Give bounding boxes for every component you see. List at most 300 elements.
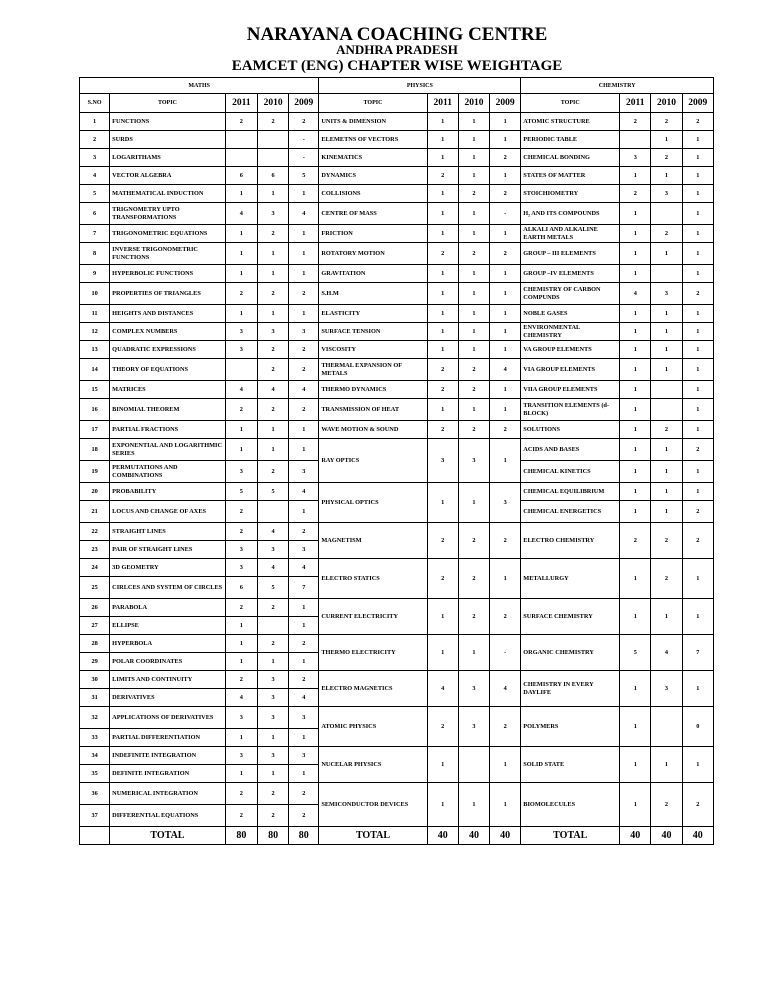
maths-value-cell: 3 <box>257 747 288 765</box>
maths-value-cell: 2 <box>225 283 257 305</box>
chemistry-value-cell: 1 <box>682 265 713 283</box>
maths-total-cell: 80 <box>257 827 288 845</box>
sno-cell: 2 <box>80 131 110 149</box>
chemistry-value-cell: 2 <box>651 225 682 243</box>
sno-cell: 11 <box>80 305 110 323</box>
table-row <box>80 599 714 617</box>
table-row <box>80 265 714 283</box>
page-title: NARAYANA COACHING CENTRE <box>246 24 548 45</box>
maths-value-cell: 3 <box>225 461 257 483</box>
chemistry-value-cell: 2 <box>620 185 651 203</box>
sno-cell: 4 <box>80 167 110 185</box>
physics-topic-cell: S.H.M <box>319 283 427 305</box>
maths-value-cell: 4 <box>225 203 257 225</box>
chemistry-value-cell: 1 <box>651 341 682 359</box>
maths-value-cell: 1 <box>257 439 288 461</box>
physics-value-cell: 1 <box>490 305 521 323</box>
chemistry-value-cell: 5 <box>620 635 651 671</box>
maths-value-cell: 1 <box>257 421 288 439</box>
maths-value-cell: 2 <box>289 283 319 305</box>
physics-value-cell: 2 <box>458 359 489 381</box>
chemistry-value-cell: 2 <box>651 421 682 439</box>
chemistry-value-cell: 1 <box>682 747 713 783</box>
physics-topic-cell: UNITS & DIMENSION <box>319 113 427 131</box>
physics-total-label: TOTAL <box>319 827 427 845</box>
maths-value-cell: 1 <box>225 765 257 783</box>
sno-cell: 3 <box>80 149 110 167</box>
physics-value-cell: 1 <box>490 131 521 149</box>
chemistry-topic-cell: ACIDS AND BASES <box>521 439 620 461</box>
year-2009-header: 2009 <box>289 94 319 113</box>
maths-topic-cell: DEFINITE INTEGRATION <box>110 765 226 783</box>
sno-cell: 33 <box>80 729 110 747</box>
chemistry-topic-cell: GROUP –IV ELEMENTS <box>521 265 620 283</box>
maths-topic-cell: PARTIAL FRACTIONS <box>110 421 226 439</box>
chemistry-topic-cell: SURFACE CHEMISTRY <box>521 599 620 635</box>
chemistry-value-cell: 2 <box>651 149 682 167</box>
physics-value-cell: 1 <box>458 167 489 185</box>
chemistry-value-cell: 1 <box>620 559 651 599</box>
physics-value-cell: - <box>490 203 521 225</box>
topic-header: TOPIC <box>319 94 427 113</box>
chemistry-value-cell: 1 <box>682 185 713 203</box>
maths-value-cell: 1 <box>225 225 257 243</box>
maths-value-cell: 1 <box>257 765 288 783</box>
weightage-subtitle: EAMCET (ENG) CHAPTER WISE WEIGHTAGE <box>231 58 563 74</box>
maths-value-cell: 2 <box>225 805 257 827</box>
physics-value-cell: 1 <box>427 113 458 131</box>
chemistry-total-cell: 40 <box>682 827 713 845</box>
maths-value-cell: 3 <box>225 341 257 359</box>
sno-cell: 7 <box>80 225 110 243</box>
topic-header: TOPIC <box>110 94 226 113</box>
maths-value-cell: 2 <box>289 805 319 827</box>
maths-value-cell: 5 <box>257 483 288 501</box>
sno-cell: 1 <box>80 113 110 131</box>
maths-value-cell: 7 <box>289 577 319 599</box>
physics-total-cell: 40 <box>458 827 489 845</box>
maths-topic-cell: SURDS <box>110 131 226 149</box>
physics-topic-cell: ROTATORY MOTION <box>319 243 427 265</box>
maths-topic-cell: TRIGNOMETRY UPTO TRANSFORMATIONS <box>110 203 226 225</box>
chemistry-topic-cell: VIA GROUP ELEMENTS <box>521 359 620 381</box>
maths-value-cell: 2 <box>225 113 257 131</box>
physics-value-cell: 3 <box>458 439 489 483</box>
chemistry-value-cell: 2 <box>682 439 713 461</box>
maths-value-cell: 2 <box>257 805 288 827</box>
chemistry-value-cell: 3 <box>651 185 682 203</box>
physics-topic-cell: CENTRE OF MASS <box>319 203 427 225</box>
chemistry-total-cell: 40 <box>620 827 651 845</box>
maths-value-cell: 3 <box>257 203 288 225</box>
chemistry-topic-cell: ALKALI AND ALKALINE EARTH METALS <box>521 225 620 243</box>
table-body <box>80 78 714 845</box>
physics-value-cell: 1 <box>490 381 521 399</box>
physics-topic-cell: KINEMATICS <box>319 149 427 167</box>
maths-value-cell: 1 <box>289 243 319 265</box>
maths-topic-cell: MATHEMATICAL INDUCTION <box>110 185 226 203</box>
chemistry-topic-cell: CHEMICAL EQUILIBRIUM <box>521 483 620 501</box>
physics-value-cell: 2 <box>490 599 521 635</box>
chemistry-topic-cell: ENVIRONMENTAL CHEMISTRY <box>521 323 620 341</box>
maths-total-cell: 80 <box>289 827 319 845</box>
year-2011-header: 2011 <box>427 94 458 113</box>
physics-value-cell: 2 <box>427 381 458 399</box>
maths-value-cell: 3 <box>225 323 257 341</box>
chemistry-value-cell: 4 <box>620 283 651 305</box>
chemistry-topic-cell: PERIODIC TABLE <box>521 131 620 149</box>
physics-topic-cell: VISCOSITY <box>319 341 427 359</box>
chemistry-value-cell: 7 <box>682 635 713 671</box>
chemistry-topic-cell: CHEMICAL ENERGETICS <box>521 501 620 523</box>
chemistry-value-cell <box>651 381 682 399</box>
maths-value-cell: 5 <box>257 577 288 599</box>
physics-value-cell: 1 <box>490 747 521 783</box>
physics-value-cell: 2 <box>458 523 489 559</box>
maths-value-cell: 1 <box>289 729 319 747</box>
physics-value-cell: 2 <box>458 559 489 599</box>
chemistry-topic-cell: ORGANIC CHEMISTRY <box>521 635 620 671</box>
physics-value-cell: 2 <box>427 559 458 599</box>
maths-topic-cell: HYPERBOLA <box>110 635 226 653</box>
physics-topic-cell: THERMO DYNAMICS <box>319 381 427 399</box>
maths-value-cell: 1 <box>289 421 319 439</box>
maths-value-cell: 4 <box>257 523 288 541</box>
maths-value-cell: 1 <box>289 617 319 635</box>
sno-cell: 15 <box>80 381 110 399</box>
chemistry-topic-cell: NOBLE GASES <box>521 305 620 323</box>
table-row <box>80 167 714 185</box>
chemistry-value-cell: 1 <box>651 167 682 185</box>
maths-value-cell: 5 <box>289 167 319 185</box>
table-row <box>80 131 714 149</box>
chemistry-value-cell: 1 <box>682 243 713 265</box>
maths-value-cell <box>257 501 288 523</box>
chemistry-topic-cell: CHEMISTRY IN EVERY DAYLIFE <box>521 671 620 707</box>
chemistry-topic-cell: SOLUTIONS <box>521 421 620 439</box>
maths-value-cell: 1 <box>289 225 319 243</box>
physics-topic-cell: MAGNETISM <box>319 523 427 559</box>
maths-value-cell: 4 <box>225 689 257 707</box>
sno-cell: 18 <box>80 439 110 461</box>
chemistry-value-cell: 1 <box>651 131 682 149</box>
chemistry-value-cell: 2 <box>651 783 682 827</box>
physics-value-cell: 1 <box>458 483 489 523</box>
chemistry-value-cell: 1 <box>651 323 682 341</box>
maths-topic-cell: 3D GEOMETRY <box>110 559 226 577</box>
section-header-row <box>80 78 714 94</box>
maths-topic-cell: DIFFERENTIAL EQUATIONS <box>110 805 226 827</box>
physics-value-cell: 2 <box>490 707 521 747</box>
maths-topic-cell: VECTOR ALGEBRA <box>110 167 226 185</box>
physics-value-cell: 2 <box>490 421 521 439</box>
sno-cell: 30 <box>80 671 110 689</box>
maths-value-cell: - <box>289 131 319 149</box>
maths-value-cell: 5 <box>225 483 257 501</box>
chemistry-topic-cell: VA GROUP ELEMENTS <box>521 341 620 359</box>
physics-value-cell: 2 <box>458 599 489 635</box>
chemistry-value-cell: 1 <box>651 439 682 461</box>
physics-value-cell: 1 <box>458 635 489 671</box>
table-row <box>80 483 714 501</box>
maths-topic-cell: NUMERICAL INTEGRATION <box>110 783 226 805</box>
maths-value-cell: 2 <box>225 671 257 689</box>
maths-value-cell: 2 <box>257 341 288 359</box>
physics-value-cell: 1 <box>427 265 458 283</box>
chemistry-value-cell: 0 <box>682 707 713 747</box>
year-2011-header: 2011 <box>225 94 257 113</box>
physics-topic-cell: DYNAMICS <box>319 167 427 185</box>
maths-value-cell: 2 <box>257 225 288 243</box>
sno-cell: 36 <box>80 783 110 805</box>
chemistry-value-cell: 1 <box>620 203 651 225</box>
maths-value-cell: 1 <box>289 305 319 323</box>
table-row <box>80 113 714 131</box>
physics-value-cell: 1 <box>458 305 489 323</box>
chemistry-value-cell <box>620 131 651 149</box>
physics-value-cell: 1 <box>427 305 458 323</box>
maths-value-cell: 2 <box>225 523 257 541</box>
physics-topic-cell: TRANSMISSION OF HEAT <box>319 399 427 421</box>
physics-topic-cell: SEMICONDUCTOR DEVICES <box>319 783 427 827</box>
physics-topic-cell: FRICTION <box>319 225 427 243</box>
chemistry-topic-cell: TRANSITION ELEMENTS (d-BLOCK) <box>521 399 620 421</box>
maths-value-cell: 2 <box>289 359 319 381</box>
physics-value-cell: 1 <box>490 439 521 483</box>
year-2010-header: 2010 <box>458 94 489 113</box>
table-row <box>80 381 714 399</box>
maths-value-cell: 1 <box>289 265 319 283</box>
table-row <box>80 523 714 541</box>
physics-value-cell: 1 <box>490 167 521 185</box>
sno-cell: 26 <box>80 599 110 617</box>
chemistry-value-cell: 1 <box>682 461 713 483</box>
physics-value-cell: 1 <box>458 225 489 243</box>
physics-topic-cell: SURFACE TENSION <box>319 323 427 341</box>
maths-value-cell: 1 <box>225 617 257 635</box>
maths-topic-cell: DERIVATIVES <box>110 689 226 707</box>
chemistry-topic-cell: GROUP – III ELEMENTS <box>521 243 620 265</box>
physics-value-cell: 3 <box>458 707 489 747</box>
physics-value-cell: 1 <box>490 283 521 305</box>
chemistry-topic-cell: CHEMICAL KINETICS <box>521 461 620 483</box>
maths-value-cell: 4 <box>257 381 288 399</box>
table-row <box>80 185 714 203</box>
chemistry-value-cell: 2 <box>682 523 713 559</box>
maths-topic-cell: CIRLCES AND SYSTEM OF CIRCLES <box>110 577 226 599</box>
physics-value-cell: - <box>490 635 521 671</box>
sno-cell: 34 <box>80 747 110 765</box>
table-row <box>80 283 714 305</box>
chemistry-topic-cell: CHEMISTRY OF CARBON COMPUNDS <box>521 283 620 305</box>
maths-value-cell: 1 <box>257 265 288 283</box>
table-row <box>80 359 714 381</box>
maths-topic-cell: THEORY OF EQUATIONS <box>110 359 226 381</box>
maths-value-cell: 3 <box>289 541 319 559</box>
chemistry-value-cell: 1 <box>620 439 651 461</box>
physics-value-cell: 1 <box>490 341 521 359</box>
maths-value-cell: 6 <box>225 577 257 599</box>
physics-topic-cell: ATOMIC PHYSICS <box>319 707 427 747</box>
maths-value-cell: 3 <box>225 559 257 577</box>
maths-value-cell: 3 <box>257 323 288 341</box>
sno-cell: 23 <box>80 541 110 559</box>
chemistry-value-cell: 1 <box>651 461 682 483</box>
maths-value-cell: 1 <box>225 729 257 747</box>
physics-topic-cell: NUCELAR PHYSICS <box>319 747 427 783</box>
chemistry-value-cell: 1 <box>620 225 651 243</box>
chemistry-value-cell: 1 <box>682 599 713 635</box>
maths-value-cell: 1 <box>289 765 319 783</box>
maths-value-cell: 4 <box>225 381 257 399</box>
physics-value-cell: 1 <box>427 599 458 635</box>
maths-value-cell: 2 <box>289 783 319 805</box>
chemistry-topic-cell: METALLURGY <box>521 559 620 599</box>
physics-value-cell: 2 <box>490 523 521 559</box>
physics-topic-cell: ELASTICITY <box>319 305 427 323</box>
maths-value-cell <box>257 131 288 149</box>
maths-value-cell: 2 <box>257 359 288 381</box>
maths-value-cell: 3 <box>257 689 288 707</box>
physics-value-cell: 2 <box>427 167 458 185</box>
chemistry-topic-cell: STATES OF MATTER <box>521 167 620 185</box>
chemistry-value-cell: 1 <box>620 243 651 265</box>
maths-topic-cell: LOGARITHAMS <box>110 149 226 167</box>
maths-value-cell: 3 <box>289 747 319 765</box>
physics-topic-cell: ELECTRO MAGNETICS <box>319 671 427 707</box>
column-header-row <box>80 94 714 113</box>
chemistry-value-cell: 3 <box>651 283 682 305</box>
maths-topic-cell: ELLIPSE <box>110 617 226 635</box>
sno-cell: 10 <box>80 283 110 305</box>
maths-value-cell: 1 <box>225 653 257 671</box>
physics-value-cell: 1 <box>458 341 489 359</box>
physics-value-cell: 2 <box>458 381 489 399</box>
chemistry-topic-cell: SOLID STATE <box>521 747 620 783</box>
physics-value-cell: 1 <box>490 113 521 131</box>
physics-value-cell: 2 <box>490 149 521 167</box>
maths-value-cell: 1 <box>225 265 257 283</box>
chemistry-value-cell: 1 <box>651 501 682 523</box>
table-row <box>80 203 714 225</box>
maths-value-cell: 1 <box>257 185 288 203</box>
physics-value-cell: 1 <box>490 225 521 243</box>
maths-value-cell: 2 <box>289 113 319 131</box>
chemistry-value-cell: 1 <box>682 559 713 599</box>
physics-value-cell: 2 <box>458 243 489 265</box>
maths-topic-cell: PROBABILITY <box>110 483 226 501</box>
chemistry-value-cell <box>651 203 682 225</box>
chemistry-value-cell: 2 <box>682 113 713 131</box>
physics-value-cell: 1 <box>458 283 489 305</box>
chemistry-value-cell: 1 <box>682 225 713 243</box>
maths-topic-cell: HYPERBOLIC FUNCTIONS <box>110 265 226 283</box>
chemistry-value-cell: 1 <box>682 341 713 359</box>
table-row <box>80 747 714 765</box>
state-subtitle: ANDHRA PRADESH <box>336 42 458 57</box>
maths-value-cell: 3 <box>225 707 257 729</box>
maths-value-cell: - <box>289 149 319 167</box>
chemistry-value-cell: 2 <box>620 523 651 559</box>
sno-cell: 5 <box>80 185 110 203</box>
chemistry-value-cell: 1 <box>620 501 651 523</box>
table-row <box>80 421 714 439</box>
chemistry-value-cell: 1 <box>620 707 651 747</box>
sno-cell: 21 <box>80 501 110 523</box>
maths-value-cell: 1 <box>289 501 319 523</box>
maths-topic-cell: STRAIGHT LINES <box>110 523 226 541</box>
chemistry-value-cell: 1 <box>682 381 713 399</box>
table-row <box>80 225 714 243</box>
sno-cell: 12 <box>80 323 110 341</box>
physics-topic-cell: ELEMETNS OF VECTORS <box>319 131 427 149</box>
maths-value-cell: 2 <box>225 501 257 523</box>
physics-value-cell: 1 <box>458 783 489 827</box>
chemistry-value-cell: 1 <box>620 305 651 323</box>
sno-cell: 27 <box>80 617 110 635</box>
physics-value-cell: 2 <box>490 243 521 265</box>
physics-topic-cell: CURRENT ELECTRICITY <box>319 599 427 635</box>
maths-value-cell: 2 <box>257 783 288 805</box>
physics-value-cell: 3 <box>458 671 489 707</box>
total-spacer-cell <box>80 827 110 845</box>
chemistry-value-cell: 1 <box>651 599 682 635</box>
physics-value-cell: 1 <box>427 185 458 203</box>
chemistry-value-cell: 1 <box>620 671 651 707</box>
maths-value-cell: 1 <box>257 243 288 265</box>
year-2010-header: 2010 <box>257 94 288 113</box>
sno-cell: 35 <box>80 765 110 783</box>
sno-header: S.NO <box>80 94 110 113</box>
physics-value-cell: 1 <box>427 283 458 305</box>
physics-value-cell: 1 <box>490 265 521 283</box>
physics-total-cell: 40 <box>490 827 521 845</box>
physics-value-cell: 2 <box>427 523 458 559</box>
maths-value-cell: 2 <box>257 113 288 131</box>
maths-value-cell: 4 <box>289 203 319 225</box>
maths-value-cell: 2 <box>225 599 257 617</box>
physics-value-cell: 1 <box>458 323 489 341</box>
chemistry-value-cell: 4 <box>651 635 682 671</box>
sno-cell: 37 <box>80 805 110 827</box>
table-row <box>80 243 714 265</box>
maths-value-cell: 3 <box>257 707 288 729</box>
maths-value-cell: 2 <box>257 599 288 617</box>
maths-value-cell: 2 <box>257 283 288 305</box>
maths-topic-cell: EXPONENTIAL AND LOGARITHMIC SERIES <box>110 439 226 461</box>
chemistry-value-cell: 1 <box>620 747 651 783</box>
maths-topic-cell: COMPLEX NUMBERS <box>110 323 226 341</box>
physics-value-cell: 1 <box>427 203 458 225</box>
sno-cell: 8 <box>80 243 110 265</box>
physics-value-cell: 1 <box>458 149 489 167</box>
chemistry-topic-cell: ELECTRO CHEMISTRY <box>521 523 620 559</box>
physics-topic-cell: THERMAL EXPANSION OF METALS <box>319 359 427 381</box>
maths-value-cell <box>257 149 288 167</box>
physics-value-cell: 1 <box>427 149 458 167</box>
chemistry-value-cell: 2 <box>620 113 651 131</box>
physics-value-cell: 1 <box>458 203 489 225</box>
maths-value-cell: 2 <box>289 671 319 689</box>
table-row <box>80 305 714 323</box>
chemistry-value-cell: 1 <box>620 341 651 359</box>
chemistry-total-label: TOTAL <box>521 827 620 845</box>
sno-cell: 32 <box>80 707 110 729</box>
physics-value-cell: 1 <box>427 323 458 341</box>
maths-value-cell: 3 <box>289 461 319 483</box>
chemistry-value-cell: 3 <box>651 671 682 707</box>
maths-topic-cell: INDEFINITE INTEGRATION <box>110 747 226 765</box>
